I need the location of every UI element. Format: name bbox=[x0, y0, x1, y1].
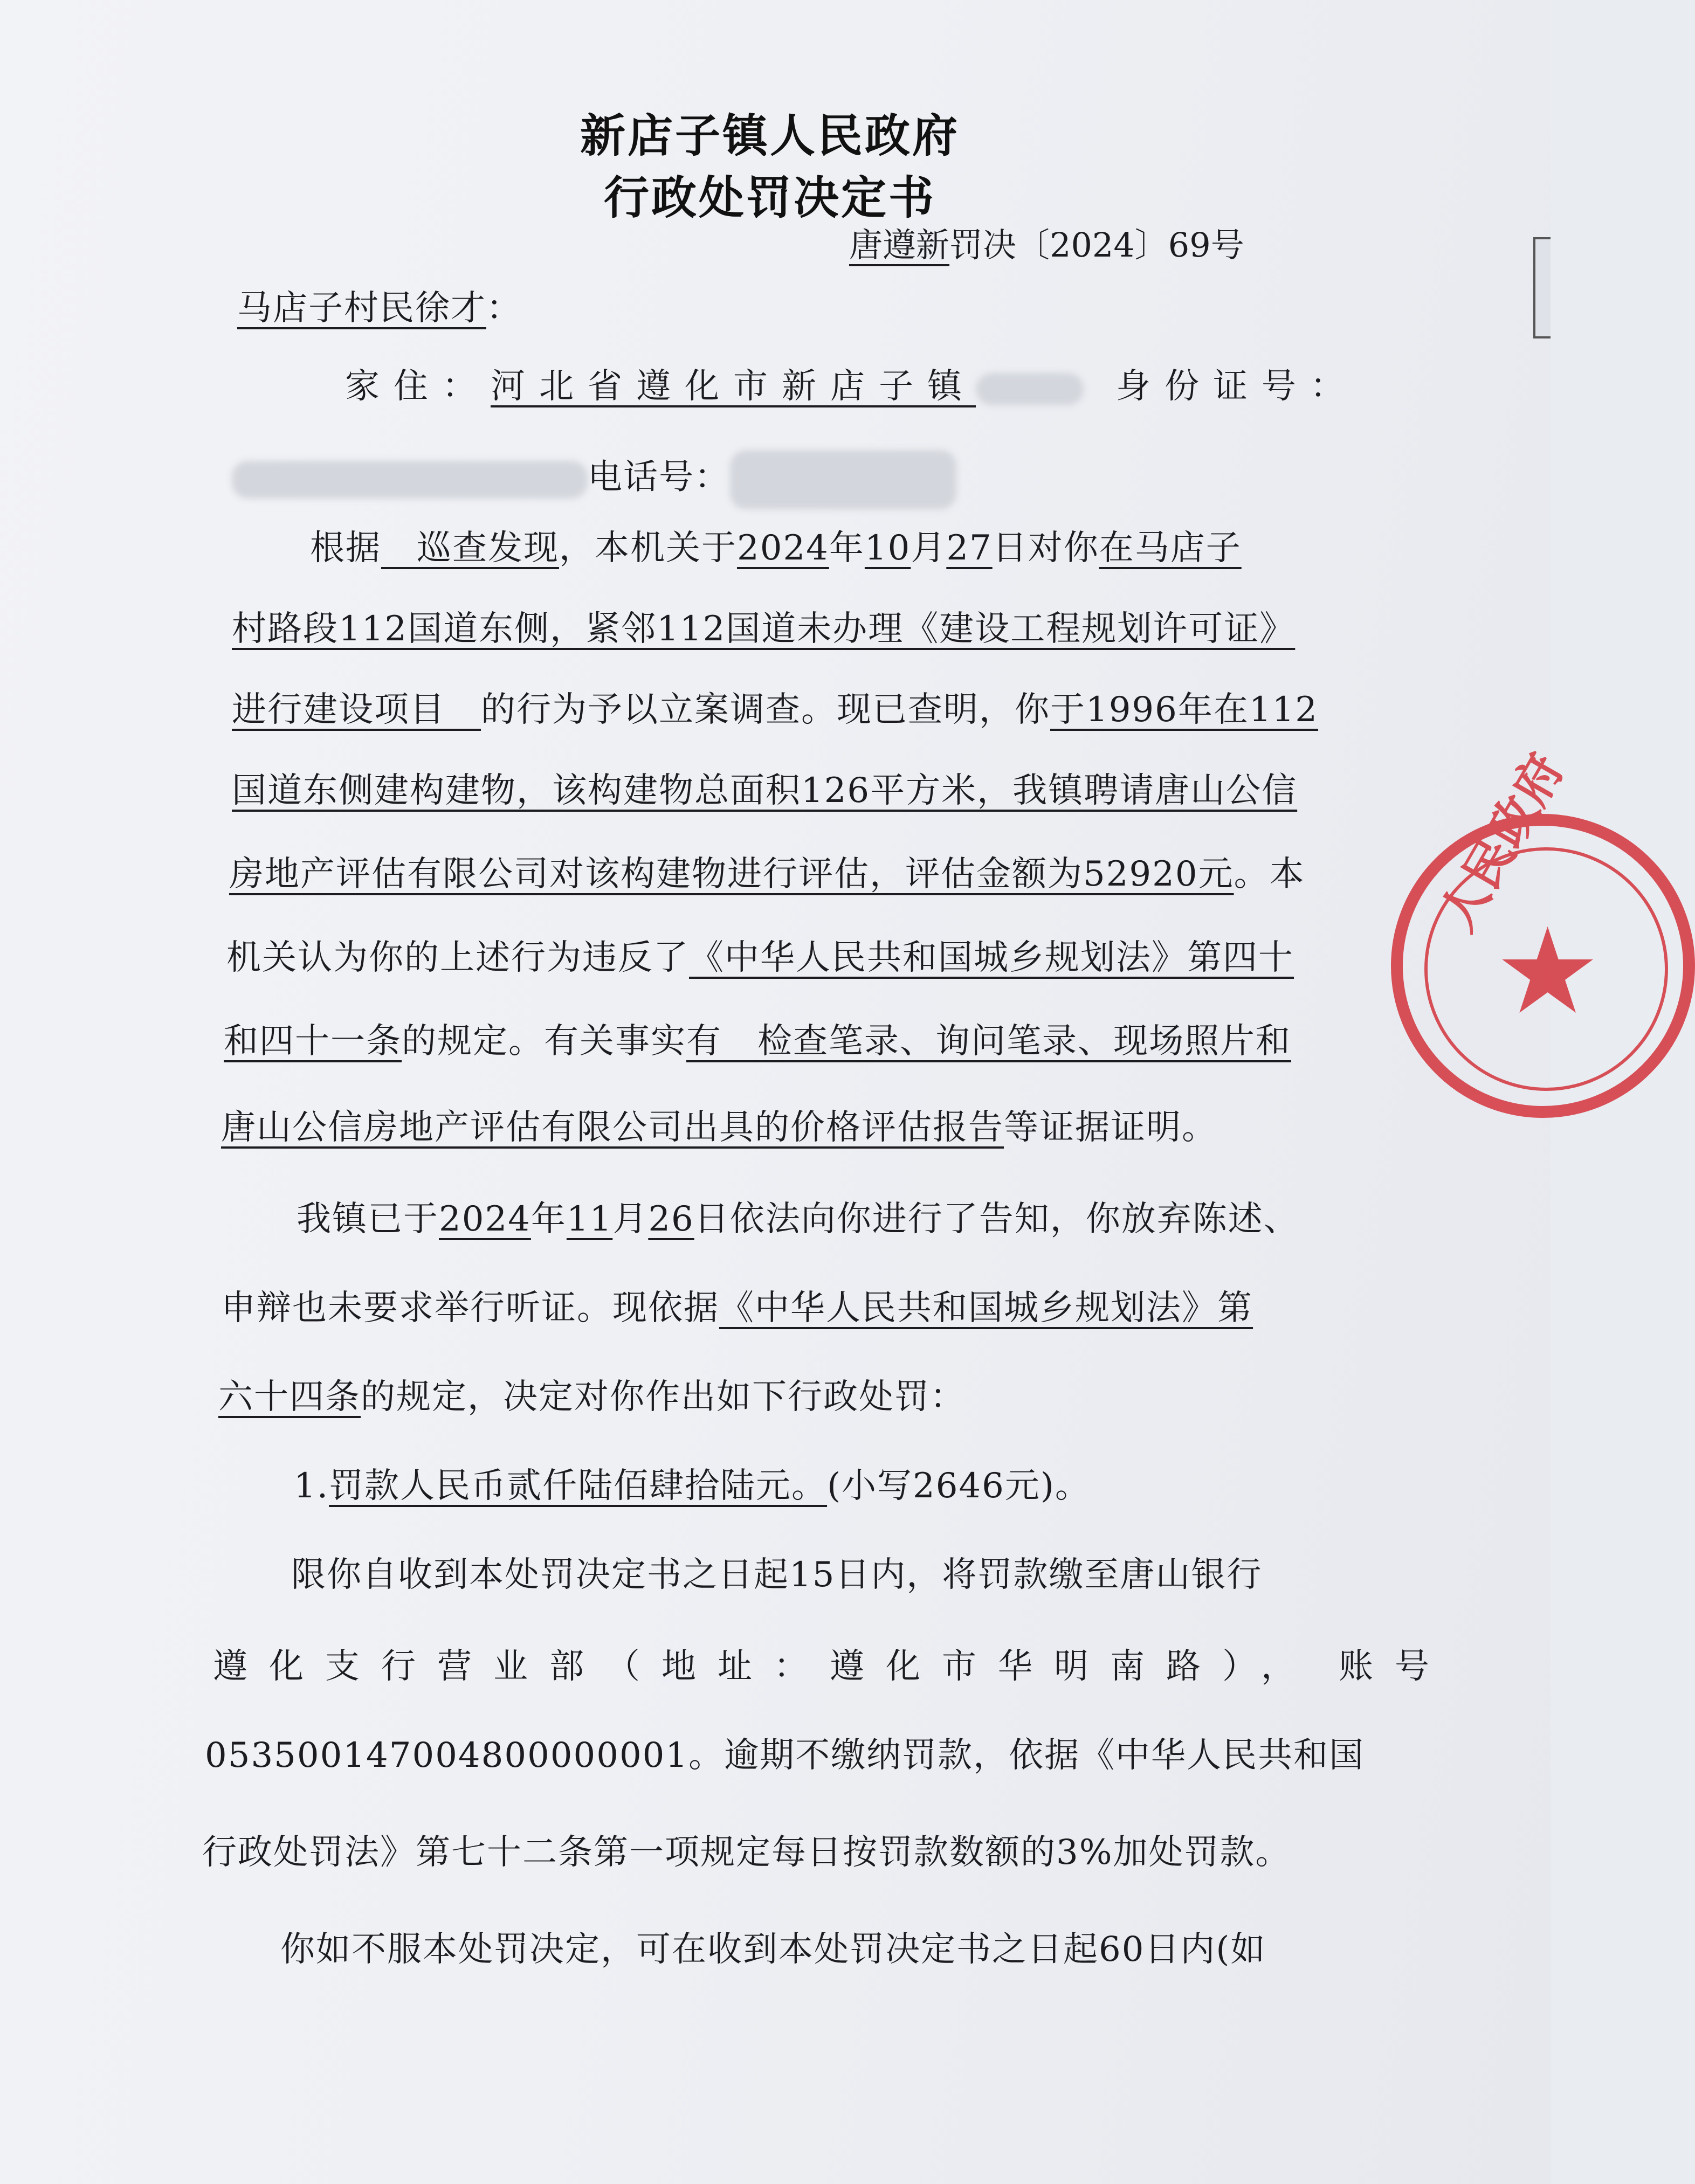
text: ，本机关于 bbox=[559, 528, 737, 568]
case-month: 10 bbox=[864, 528, 911, 568]
addressee: 马店子村民徐才 bbox=[237, 288, 486, 328]
p1-line7 bbox=[224, 1021, 1291, 1061]
text: 日依法向你进行了告知，你放弃陈述、 bbox=[694, 1199, 1299, 1239]
case-day: 27 bbox=[946, 528, 993, 568]
text: 根据 bbox=[310, 528, 381, 568]
doc-no-prefix: 唐遵新 bbox=[849, 225, 950, 265]
text: 月 bbox=[612, 1199, 649, 1239]
violated-articles: 和四十一条 bbox=[224, 1021, 402, 1061]
case-conduct: 进行建设项目 bbox=[232, 690, 481, 730]
p3-line2 bbox=[213, 1647, 1451, 1687]
p1-line6 bbox=[226, 938, 1294, 978]
violated-law: 《中华人民共和国城乡规划法》第四十 bbox=[689, 938, 1294, 978]
text: 的行为予以立案调查。现已查明，你 bbox=[481, 690, 1050, 730]
p3-line4: 行政处罚法》第七十二条第一项规定每日按罚款数额的3%加处罚款。 bbox=[202, 1833, 1291, 1872]
text: 年 bbox=[530, 1199, 567, 1239]
id-phone-line bbox=[232, 450, 956, 509]
account-label: 账号 bbox=[1339, 1647, 1451, 1687]
p1-line2: 村路段112国道东侧，紧邻112国道未办理《建设工程规划许可证》 bbox=[232, 609, 1296, 649]
case-source: 巡查发现 bbox=[381, 528, 559, 568]
id-number-label: 身份证号： bbox=[1116, 367, 1359, 406]
seal-star-icon: ★ bbox=[1494, 902, 1601, 1040]
fine-amount-words: 罚款人民币贰仟陆佰肆拾陆元。 bbox=[329, 1466, 828, 1506]
p4-line1: 你如不服本处罚决定，可在收到本处罚决定书之日起60日内(如 bbox=[280, 1930, 1266, 1969]
doc-no-suffix: 罚决〔2024〕69号 bbox=[949, 225, 1244, 265]
p1-line8 bbox=[221, 1108, 1217, 1148]
p2-line1 bbox=[297, 1199, 1299, 1239]
text: 的规定，决定对你作出如下行政处罚： bbox=[361, 1377, 966, 1417]
p2-line2 bbox=[221, 1288, 1253, 1328]
redacted-id-number bbox=[232, 461, 588, 499]
p1-line5 bbox=[229, 854, 1305, 894]
text: 申辩也未要求举行听证。现依据 bbox=[221, 1288, 719, 1328]
text: 日对你 bbox=[992, 528, 1099, 568]
p3-line3: 053500147004800000001。逾期不缴纳罚款，依据《中华人民共和国 bbox=[205, 1736, 1365, 1775]
bank-branch: 遵化支行营业部（地址：遵化市华明南路）， bbox=[213, 1647, 1317, 1687]
item-number: 1. bbox=[294, 1466, 329, 1506]
text: 机关认为你的上述行为违反了 bbox=[226, 938, 689, 978]
redacted-phone bbox=[730, 450, 956, 509]
phone-label: 电话号： bbox=[588, 457, 730, 497]
seal-lettering: 人民政府 bbox=[1428, 744, 1575, 941]
addressee-colon: ： bbox=[486, 288, 522, 328]
evidence-report: 唐山公信房地产评估有限公司出具的价格评估报告 bbox=[221, 1108, 1004, 1148]
case-location: 在马店子 bbox=[1099, 528, 1242, 568]
p2-line3 bbox=[218, 1377, 966, 1417]
official-seal-stamp bbox=[1391, 744, 1695, 1118]
document-title-type: 行政处罚决定书 bbox=[603, 171, 936, 224]
text: 的规定。有关事实 bbox=[402, 1021, 686, 1061]
redacted-village bbox=[976, 373, 1084, 405]
home-address-line bbox=[345, 369, 1359, 405]
notice-month: 11 bbox=[566, 1199, 613, 1239]
paper-edge bbox=[1533, 237, 1551, 338]
p3-line1: 限你自收到本处罚决定书之日起15日内，将罚款缴至唐山银行 bbox=[291, 1555, 1263, 1595]
finding-appraisal: 房地产评估有限公司对该构建物进行评估，评估金额为52920元 bbox=[229, 854, 1234, 894]
notice-day: 26 bbox=[648, 1199, 694, 1239]
document-title-authority: 新店子镇人民政府 bbox=[580, 109, 960, 162]
text: 我镇已于 bbox=[297, 1199, 439, 1239]
p1-line4: 国道东侧建构建物，该构建物总面积126平方米，我镇聘请唐山公信 bbox=[232, 771, 1298, 811]
addressee-line bbox=[237, 288, 522, 328]
text: 等证据证明。 bbox=[1004, 1108, 1217, 1148]
p1-line1 bbox=[310, 528, 1242, 568]
home-value: 河北省遵化市新店子镇 bbox=[491, 367, 976, 406]
text: 月 bbox=[911, 528, 947, 568]
evidence: 有 检查笔录、询问笔录、现场照片和 bbox=[686, 1021, 1291, 1061]
case-year: 2024 bbox=[737, 528, 829, 568]
penalty-basis-law: 《中华人民共和国城乡规划法》第 bbox=[719, 1288, 1253, 1328]
notice-year: 2024 bbox=[439, 1199, 531, 1239]
penalty-basis-article: 六十四条 bbox=[218, 1377, 361, 1417]
finding: 于1996年在112 bbox=[1050, 690, 1319, 730]
home-label: 家住： bbox=[345, 367, 491, 406]
p1-line3 bbox=[232, 690, 1319, 730]
document-number bbox=[849, 218, 1244, 266]
penalty-item-1 bbox=[294, 1466, 1091, 1506]
fine-amount-figures: (小写2646元)。 bbox=[827, 1466, 1091, 1506]
text: 年 bbox=[829, 528, 865, 568]
text: 。本 bbox=[1234, 854, 1305, 894]
